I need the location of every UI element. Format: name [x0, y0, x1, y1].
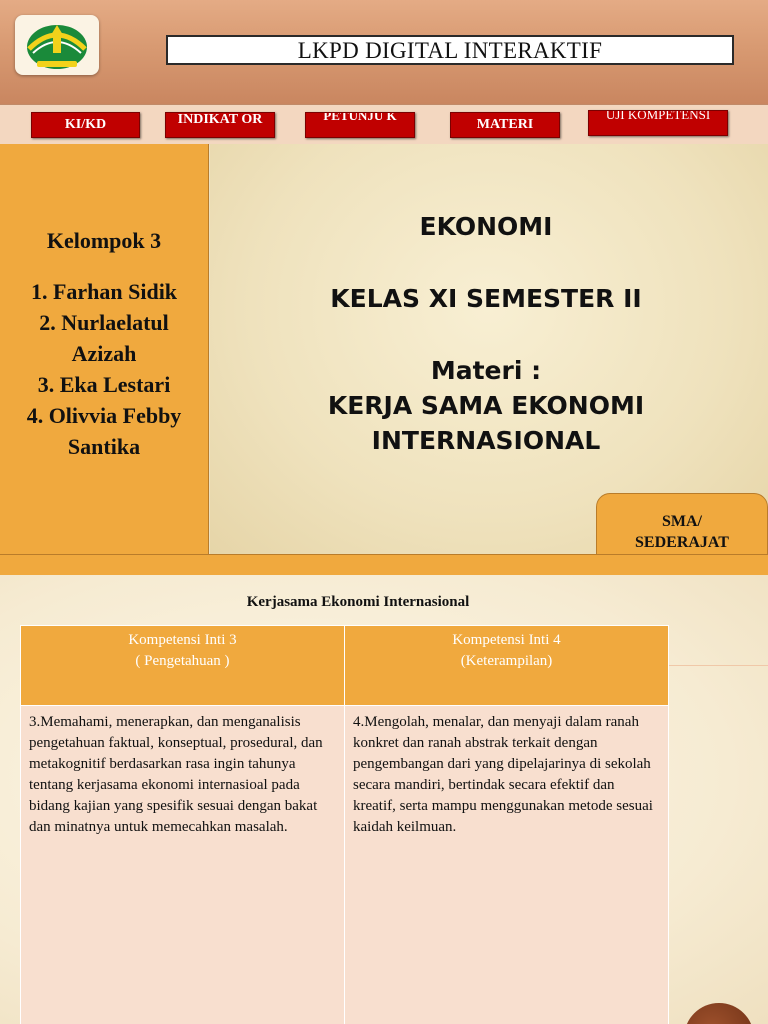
- slide-competency: [0, 575, 768, 1024]
- level-badge: [596, 493, 768, 555]
- materi-label: Materi :: [430, 356, 542, 385]
- materi-title-line1: KERJA SAMA EKONOMI: [327, 391, 645, 420]
- materi-title-line2: INTERNASIONAL: [371, 426, 601, 455]
- group-member: 3. Eka Lestari: [37, 372, 171, 397]
- group-title: Kelompok 3: [46, 228, 162, 253]
- group-member: 1. Farhan Sidik: [30, 279, 178, 304]
- table-cell-ki3: 3.Memahami, menerapkan, dan menganalisis pengetahuan faktual, konseptual, prosedural, dan metakognitif berdasarkan rasa ingin tahunya tentang kerjasama ekonomi internasioal pada bidang kajian yang spesifik sesuai dengan bakat dan minatnya untuk memecahkan masalah.: [21, 706, 345, 1024]
- table-header-ki4: Kompetensi Inti 4 (Keterampilan): [345, 626, 669, 706]
- level-badge-line2: SEDERAJAT: [635, 534, 729, 551]
- table-header-ki3: Kompetensi Inti 3 ( Pengetahuan ): [21, 626, 345, 706]
- nav-kikd-button[interactable]: KI/KD: [31, 112, 140, 138]
- group-member: Santika: [67, 434, 141, 459]
- header-bar: [0, 0, 768, 104]
- nav-indikator-button[interactable]: INDIKAT OR: [165, 112, 275, 138]
- table-cell-ki4: 4.Mengolah, menalar, dan menyaji dalam ranah konkret dan ranah abstrak terkait dengan pengembangan dari yang dipelajarinya di sekolah secara mandiri, bertindak secara efektif dan kreatif, serta mampu menggunakan metode sesuai kaidah keilmuan.: [345, 706, 669, 1024]
- group-panel: [0, 144, 209, 554]
- nav-materi-button[interactable]: MATERI: [450, 112, 560, 138]
- group-member: 2. Nurlaelatul: [39, 310, 169, 335]
- table-row: [21, 706, 669, 1024]
- level-badge-line1: SMA/: [662, 513, 702, 530]
- school-logo: [15, 15, 99, 75]
- group-member: Azizah: [71, 341, 137, 366]
- nav-petunjuk-button[interactable]: PETUNJU K: [305, 112, 415, 138]
- class-heading: KELAS XI SEMESTER II: [330, 284, 642, 313]
- page-title: LKPD DIGITAL INTERAKTIF: [166, 35, 734, 65]
- competency-table: [20, 625, 669, 1024]
- group-member: 4. Olivvia Febby: [26, 403, 182, 428]
- decorative-line: [668, 665, 768, 666]
- nav-uji-kompetensi-button[interactable]: UJI KOMPETENSI: [588, 110, 728, 136]
- decorative-circle: [684, 1003, 754, 1024]
- emblem-icon: [23, 17, 91, 73]
- nav-bar: [0, 104, 768, 145]
- bottom-bar: [0, 554, 768, 575]
- subject-heading: EKONOMI: [419, 212, 553, 241]
- competency-title: Kerjasama Ekonomi Internasional: [246, 594, 470, 610]
- table-header-row: [21, 626, 669, 706]
